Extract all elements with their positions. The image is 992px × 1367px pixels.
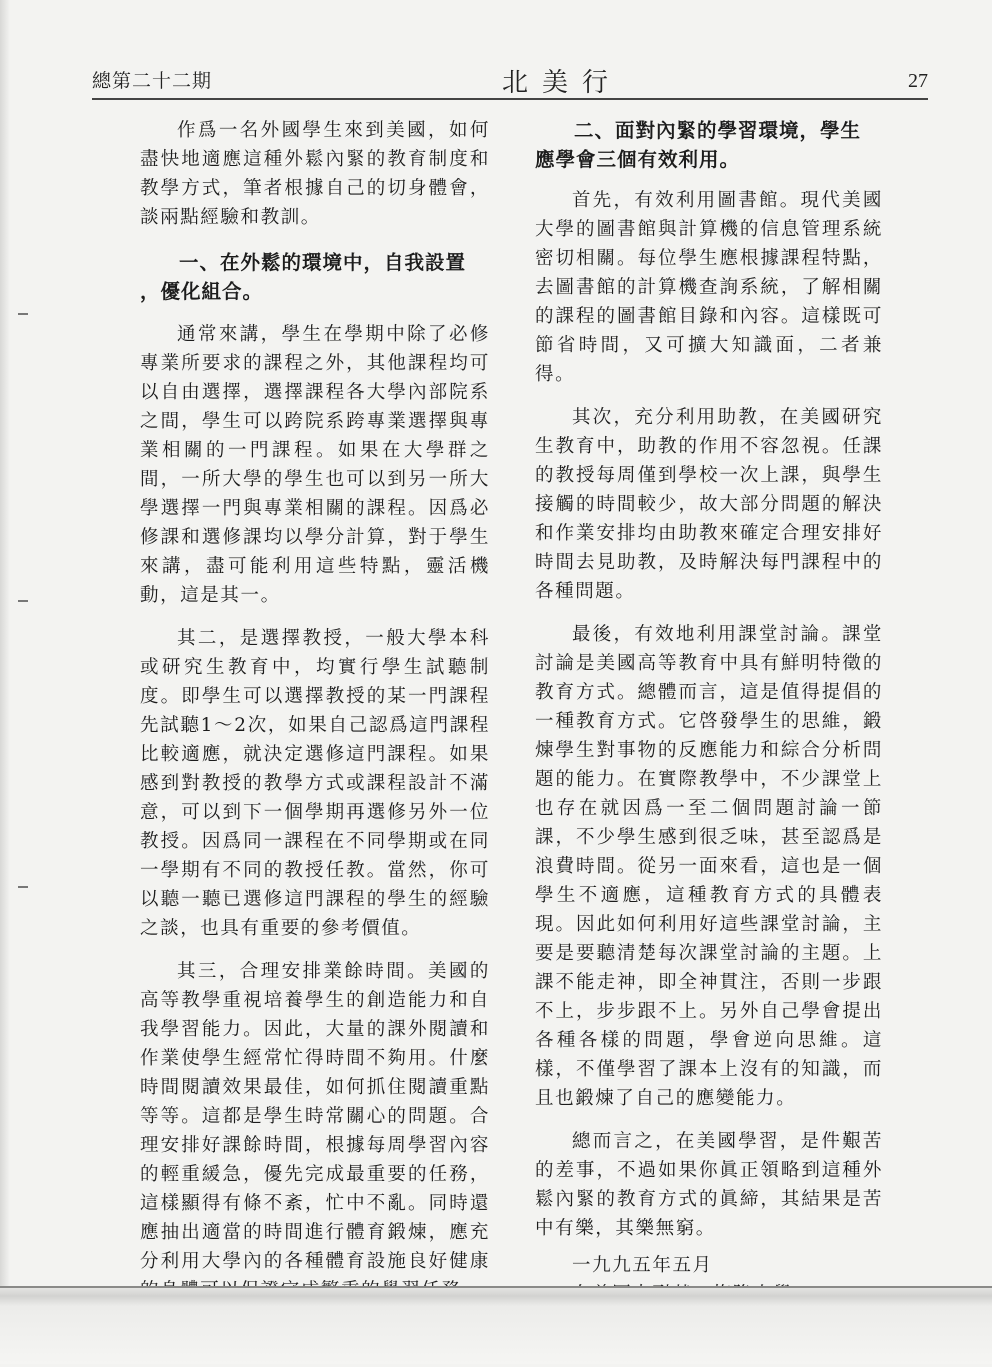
margin-mark [18, 313, 28, 315]
paragraph: 其三，合理安排業餘時間。美國的高等教學重視培養學生的創造能力和自我學習能力。因此，大量的課外閱讀和作業使學生經常忙得時間不夠用。什麼時間閱讀效果最佳，如何抓住閱讀重點等等。這都是學生時常關心的問題。合理安排好課餘時間，根據每周學習內容的輕重緩急，優先完成最重要的任務，這樣顯得有條不紊，忙中不亂。同時還應抽出適當的時間進行體育鍛煉，應充分利用大學內的各種體育設施良好健康 [140, 961, 490, 1272]
left-column [140, 116, 490, 1305]
section-heading-1 [140, 248, 490, 306]
section-heading-2 [535, 116, 883, 174]
issue-label: 總第二十二期 [92, 70, 213, 92]
page-number: 27 [908, 70, 928, 92]
page-edge-shadow [0, 0, 10, 1364]
paragraph: 首先，有效利用圖書館。現代美國大學的圖書館與計算機的信息管理系統密切相關。每位學生應根據課程特點，去圖書館的計算機查詢系統，了解相關的課程的圖書館目錄和內容。這樣既可節省時間，又可擴大知識面，二者兼得。 [535, 190, 883, 385]
section-heading-1-line1: 一、在外鬆的環境中，自我設置 [179, 251, 467, 274]
paragraph: 最後，有效地利用課堂討論。課堂討論是美國高等教育中具有鮮明特徵的教育方式。總體而言，這是值得提倡的一種教育方式。它啓發學生的思維，鍛煉學生對事物的反應能力和綜合分析問題的能力。在實際教學中，不少課堂上也存在就因爲一至二個問題討論一節課，不少學生感到很乏味，甚至認爲是浪費時間。從另一面來看，這也是一個學生不適應，這種教育方式的具體表現。因此如何利用好這些課堂討論，主要是要聽清楚每次課堂討論的主題。上課不能走神，即全神貫注，否則一步跟不上，步步跟不上。另外自己學會提出各種各樣的問題，學會逆向思維。這樣，不僅學習了課本上沒有的知識，而且也鍛煉了自己的應變能力。 [535, 624, 883, 1109]
paragraph: 通常來講，學生在學期中除了必修專業所要求的課程之外，其他課程均可以自由選擇，選擇課程各大學內部院系之間，學生可以跨院系跨專業選擇與專業相關的一門課程。如果在大學群之間，一所大學的學生也可以到另一所大學選擇一門與專業相關的課程。因爲必修課和選修課均以學分計算，對于學生來講，盡可能利用這些特點，靈活機動，這是其一。 [140, 324, 490, 606]
section-heading-2-line2: 應學會三個有效利用。 [535, 148, 741, 171]
scan-bottom-band [0, 1288, 992, 1364]
paragraph: 其二，是選擇教授，一般大學本科或研究生教育中，均實行學生試聽制度。即學生可以選擇教授的某一門課程先試聽1～2次，如果自己認爲這門課程比較適應，就決定選修這門課程。如果感到對教授的教學方式或課程設計不滿意，可以到下一個學期再選修另外一位教授。因爲同一課程在不同學期或在同一學期有不同的教授任教。當然，你可以聽一聽已選修這門課程的學生的經驗之談，也具有重要的參考價值。 [140, 628, 490, 939]
margin-mark [18, 886, 28, 888]
header-rule [92, 98, 928, 100]
paragraph: 總而言之，在美國學習，是件艱苦的差事，不過如果你眞正領略到這種外鬆內緊的教育方式的眞締，其結果是苦中有樂，其樂無窮。 [535, 1131, 883, 1239]
page-header [92, 64, 928, 98]
journal-title: 北美行 [501, 68, 622, 98]
intro-paragraph: 作爲一名外國學生來到美國，如何盡快地適應這種外鬆內緊的教育制度和教學方式，筆者根據自己的切身體會，談兩點經驗和教訓。 [140, 120, 490, 228]
section-heading-2-line1: 二、面對內緊的學習環境，學生 [574, 119, 862, 142]
right-column [535, 116, 883, 1367]
margin-mark [18, 600, 28, 602]
completion-date: 一九九五年五月 [572, 1255, 713, 1276]
section-heading-1-line2: ，優化組合。 [140, 280, 264, 303]
paragraph: 其次，充分利用助教，在美國研究生教育中，助教的作用不容忽視。任課的教授每周僅到學校一次上課，與學生接觸的時間較少，故大部分問題的解決和作業安排均由助教來確定合理安排好時間去見助教，及時解決每門課程中的各種問題。 [535, 407, 883, 602]
